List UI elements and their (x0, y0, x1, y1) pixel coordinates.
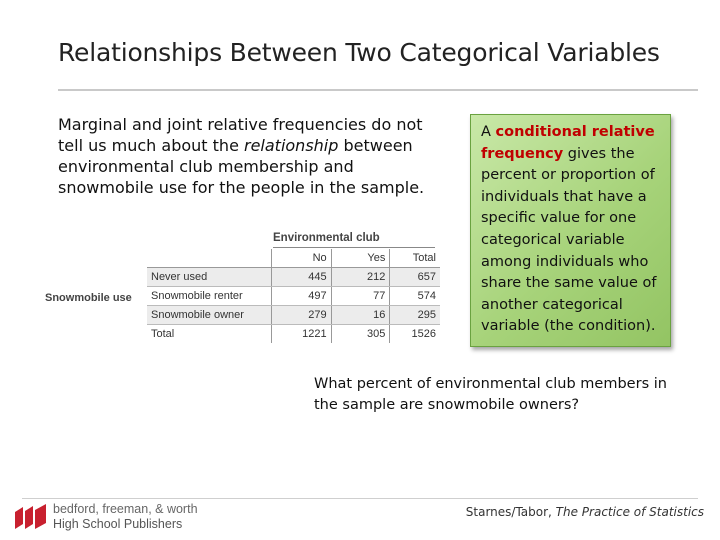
definition-prefix: A (481, 124, 496, 140)
table-cell: 305 (331, 325, 390, 344)
table-header-row (147, 249, 440, 268)
column-group-rule (273, 247, 435, 248)
publisher-line-1: bedford, freeman, & worth (53, 502, 198, 516)
column-header: Yes (331, 249, 390, 268)
slide-title: Relationships Between Two Categorical Variables (58, 38, 660, 67)
table-cell: 1526 (411, 328, 436, 340)
table-cell: 16 (331, 306, 390, 325)
footer-divider (22, 498, 698, 499)
table-cell: 574 (390, 287, 440, 306)
row-label: Never used (147, 268, 272, 287)
citation (466, 505, 704, 519)
table-cell: 657 (390, 268, 440, 287)
publisher-name (53, 502, 198, 532)
citation-title: The Practice of Statistics (555, 505, 704, 519)
column-header: No (272, 249, 331, 268)
intro-text-end: between environmental club membership and snowmobile use for the people in the sample. (58, 136, 425, 197)
intro-paragraph (58, 114, 443, 198)
table-row (147, 268, 440, 287)
table-cell: 212 (331, 268, 390, 287)
definition-body: gives the percent or proportion of individuals that have a specific value for one categorical variable among individuals who share the same value of another categorical variable (the condition). (481, 145, 657, 335)
row-label: Snowmobile owner (147, 306, 272, 325)
table-cell: 77 (331, 287, 390, 306)
row-group-label: Snowmobile use (45, 292, 132, 304)
table-cell: 497 (272, 287, 331, 306)
frequency-table (147, 249, 440, 343)
title-divider (58, 89, 698, 91)
intro-emphasis: relationship (244, 136, 339, 155)
intro-text-start: Marginal and joint relative frequencies do not tell us much about the (58, 115, 423, 155)
definition-term: conditional relative frequency (481, 124, 655, 162)
question-text: What percent of environmental club members in the sample are snowmobile owners? (314, 376, 667, 413)
row-label: Snowmobile renter (147, 287, 272, 306)
table-row (147, 306, 440, 325)
publisher-line-2: High School Publishers (53, 517, 183, 531)
column-group-label: Environmental club (273, 232, 380, 244)
table-cell: 445 (272, 268, 331, 287)
publisher-logo-icon (14, 503, 48, 531)
table-total-row (147, 325, 440, 344)
citation-authors: Starnes/Tabor, (465, 505, 556, 519)
column-header: Total (390, 249, 440, 268)
table-cell: 1221 (272, 325, 331, 344)
table-cell: 279 (272, 306, 331, 325)
table-row (147, 287, 440, 306)
header-corner (147, 249, 272, 268)
definition-callout (470, 114, 671, 347)
table-cell: 295 (390, 306, 440, 325)
two-way-table (45, 226, 440, 351)
row-label: Total (147, 325, 272, 344)
